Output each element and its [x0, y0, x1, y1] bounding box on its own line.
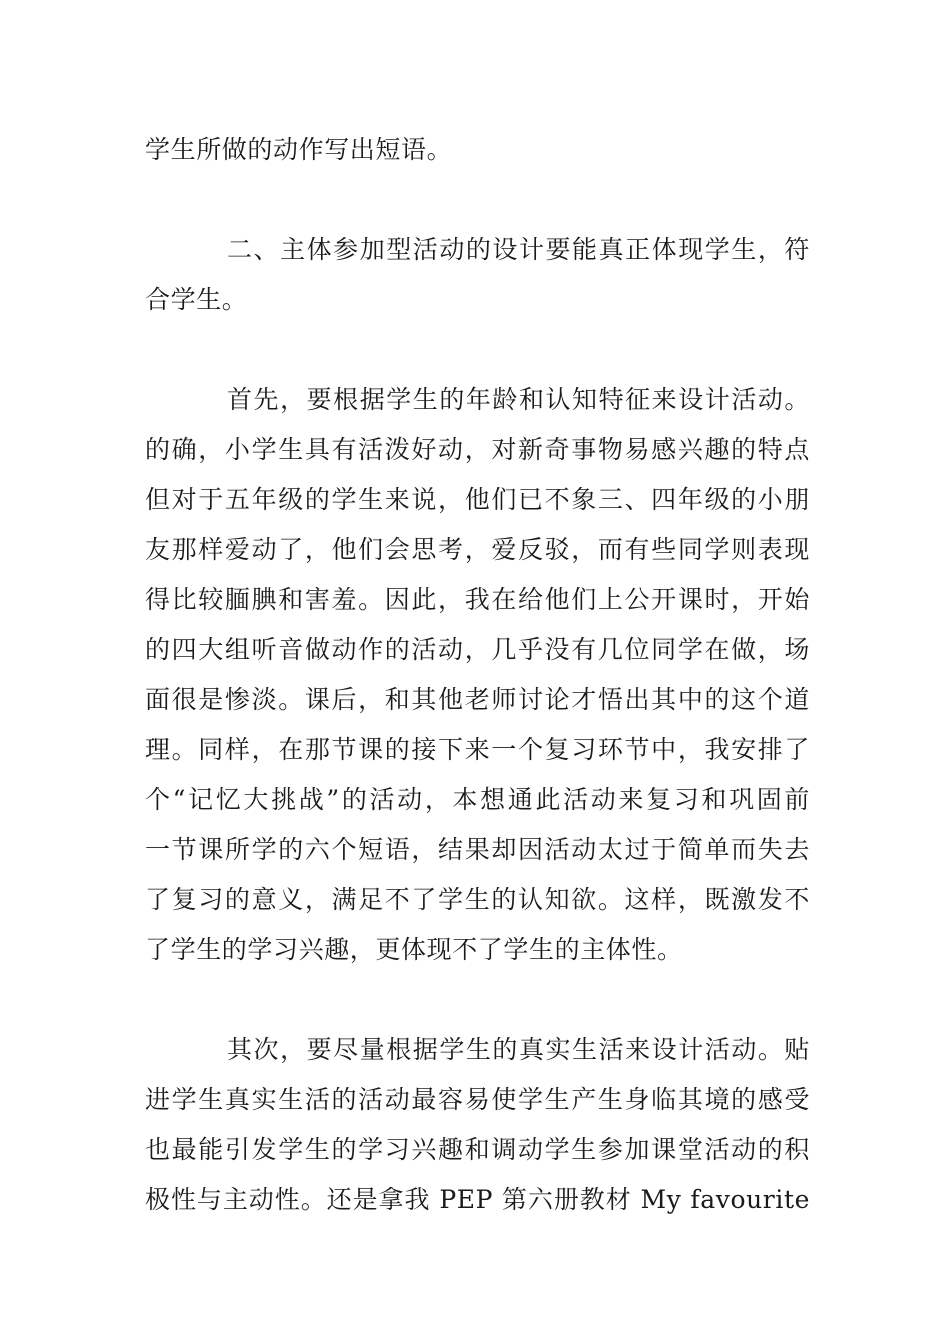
text-line: 的四大组听音做动作的活动，几乎没有几位同学在做，场: [145, 635, 810, 664]
text-line: 了学生的学习兴趣，更体现不了学生的主体性。: [145, 935, 683, 964]
paragraph-first-line: 其次，要尽量根据学生的真实生活来设计活动。贴: [227, 1035, 810, 1064]
text-line: 面很是惨淡。课后，和其他老师讨论才悟出其中的这个道: [145, 685, 810, 714]
text-line: 了复习的意义，满足不了学生的认知欲。这样，既激发不: [145, 885, 810, 914]
text-line: 也最能引发学生的学习兴趣和调动学生参加课堂活动的积: [145, 1135, 810, 1164]
text-line: 得比较腼腆和害羞。因此，我在给他们上公开课时，开始: [145, 585, 810, 614]
text-line: 一节课所学的六个短语，结果却因活动太过于简单而失去: [145, 835, 810, 864]
text-line: 极性与主动性。还是拿我 PEP 第六册教材 My favourite: [145, 1185, 810, 1214]
paragraph-first-line: 首先，要根据学生的年龄和认知特征来设计活动。: [227, 385, 810, 414]
text-line: 的确，小学生具有活泼好动，对新奇事物易感兴趣的特点: [145, 435, 810, 464]
text-line: 友那样爱动了，他们会思考，爱反驳，而有些同学则表现: [145, 535, 810, 564]
text-line: 但对于五年级的学生来说，他们已不象三、四年级的小朋: [145, 485, 810, 514]
text-line: 进学生真实生活的活动最容易使学生产生身临其境的感受: [145, 1085, 810, 1114]
text-line: 学生所做的动作写出短语。: [145, 135, 453, 164]
text-line: 合学生。: [145, 285, 248, 314]
text-line: 个“记忆大挑战”的活动，本想通此活动来复习和巩固前: [145, 785, 810, 814]
paragraph-heading-line: 二、主体参加型活动的设计要能真正体现学生，符: [227, 235, 810, 264]
text-line: 理。同样，在那节课的接下来一个复习环节中，我安排了: [145, 735, 810, 764]
